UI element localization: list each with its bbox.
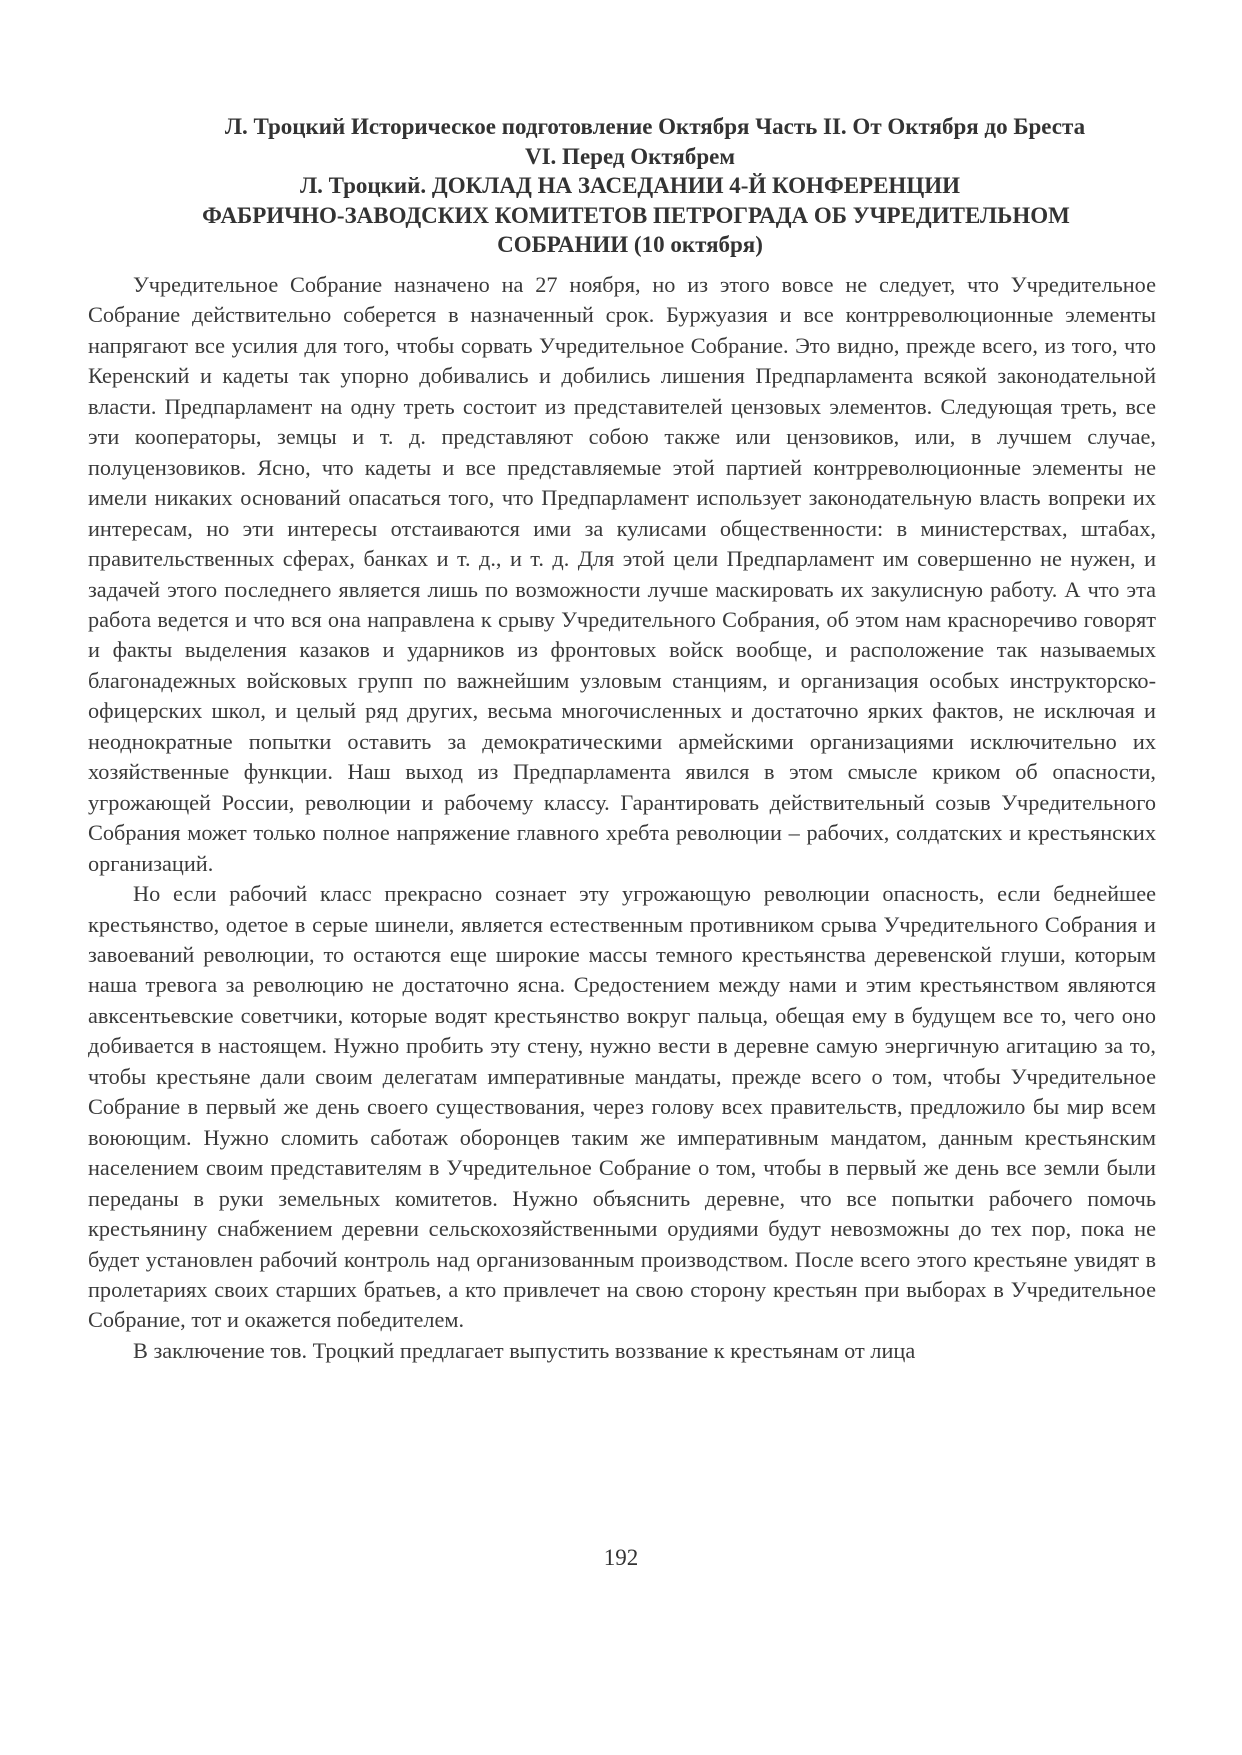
- paragraph: Но если рабочий класс прекрасно сознает эту угрожающую революции опасность, если беднейшее крестьянство, одетое в серые шинели, является естественным противником срыва Учредительного Собрания и завоеваний революции, то остаются еще широкие массы темного крестьянства деревенской глуши, которым наша тревога за революцию не достаточно ясна. Средостением между нами и этим крестьянством являются авксентьевские советчики, которые водят крестьянство вокруг пальца, обещая ему в будущем все то, чего оно добивается в настоящем. Нужно пробить эту стену, нужно вести в деревне самую энергичную агитацию за то, чтобы крестьяне дали своим делегатам императивные мандаты, прежде всего о том, чтобы Учредительное Собрание в первый же день своего существования, через голову всех правительств, предложило бы мир всем воюющим. Нужно сломить саботаж оборонцев таким же императивным мандатом, данным крестьянским населением своим представителям в Учредительное Собрание о том, чтобы в первый же день все земли были переданы в руки земельных комитетов. Нужно объяснить деревне, что все попытки рабочего помочь крестьянину снабжением деревни сельскохозяйственными орудиями будут невозможны до тех пор, пока не будет установлен рабочий контроль над организованным производством. После всего этого крестьяне увидят в пролетариях своих старших братьев, а кто привлечет на свою сторону крестьян при выборах в Учредительное Собрание, тот и окажется победителем.: [88, 881, 1156, 1333]
- paragraph: В заключение тов. Троцкий предлагает выпустить воззвание к крестьянам от лица: [133, 1337, 916, 1363]
- document-title-line: СОБРАНИИ (10 октября): [497, 232, 763, 257]
- chapter-title: VI. Перед Октябрем: [525, 143, 735, 169]
- heading-block: [130, 112, 1130, 260]
- paragraph: Учредительное Собрание назначено на 27 ноября, но из этого вовсе не следует, что Учредительное Собрание действительно соберется в назначенный срок. Буржуазия и все контрреволюционные элементы напрягают все усилия для того, чтобы сорвать Учредительное Собрание. Это видно, прежде всего, из того, что Керенский и кадеты так упорно добивались и добились лишения Предпарламента всякой законодательной власти. Предпарламент на одну треть состоит из представителей цензовых элементов. Следующая треть, все эти кооператоры, земцы и т. д. представляют собою также или цензовиков, или, в лучшем случае, полуцензовиков. Ясно, что кадеты и все представляемые этой партией контрреволюционные элементы не имели никаких оснований опасаться того, что Предпарламент использует законодательную власть вопреки их интересам, но эти интересы отстаиваются ими за кулисами общественности: в министерствах, штабах, правительственных сферах, банках и т. д., и т. д. Для этой цели Предпарламент им совершенно не нужен, и задачей этого последнего является лишь по возможности лучше маскировать их закулисную работу. А что эта работа ведется и что вся она направлена к срыву Учредительного Собрания, об этом нам красноречиво говорят и факты выделения казаков и ударников из фронтовых войск вообще, и расположение так называемых благонадежных войсковых групп по важнейшим узловым станциям, и организация особых инструкторско-офицерских школ, и целый ряд других, весьма многочисленных и достаточно ярких фактов, не исключая и неоднократные попытки оставить за демократическими армейскими организациями исключительно их хозяйственные функции. Наш выход из Предпарламента явился в этом смысле криком об опасности, угрожающей России, революции и рабочему классу. Гарантировать действительный созыв Учредительного Собрания может только полное напряжение главного хребта революции – рабочих, солдатских и крестьянских организаций.: [88, 272, 1156, 876]
- page-number: 192: [603, 1545, 639, 1570]
- document-title-line: Л. Троцкий. ДОКЛАД НА ЗАСЕДАНИИ 4-Й КОНФЕРЕНЦИИ: [299, 173, 960, 198]
- series-title: Л. Троцкий Историческое подготовление Октября Часть II. От Октября до Бреста: [224, 114, 1086, 139]
- document-title-line: ФАБРИЧНО-ЗАВОДСКИХ КОМИТЕТОВ ПЕТРОГРАДА ОБ УЧРЕДИТЕЛЬНОМ: [202, 202, 1070, 228]
- body-text: [88, 270, 1156, 1366]
